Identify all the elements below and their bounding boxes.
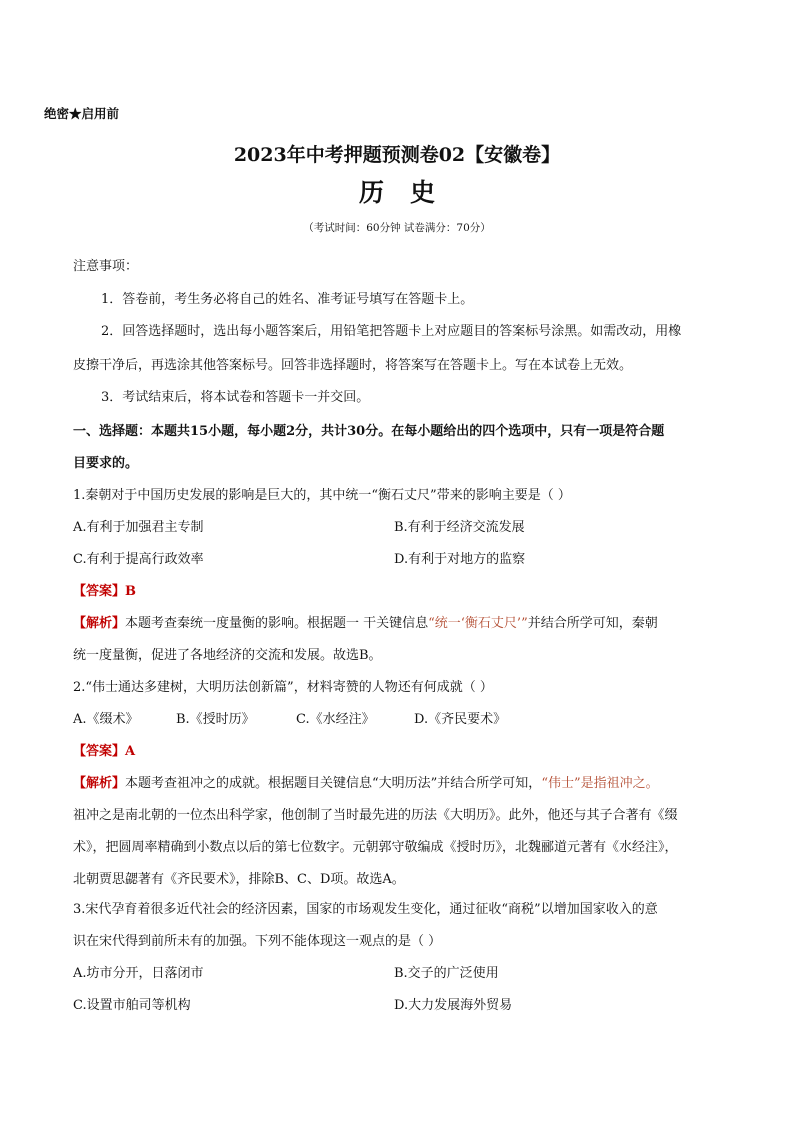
analysis-text: 北朝贾思勰著有《齐民要术》，排除B、C、D项。故选A。 bbox=[73, 872, 405, 887]
note-item: 皮擦干净后，再选涂其他答案标号。回答非选择题时，将答案写在答题卡上。写在本试卷上无效。 bbox=[73, 358, 633, 373]
option-b: B.《授时历》 bbox=[176, 712, 255, 727]
note-item: 2．回答选择题时，选出每小题答案后，用铅笔把答题卡上对应题目的答案标号涂黑。如需改动，用橡 bbox=[101, 324, 682, 339]
analysis-text: 祖冲之是南北朝的一位杰出科学家，他创制了当时最先进的历法《大明历》。此外，他还与其子合著有《缀 bbox=[73, 808, 678, 823]
option-c: C.《水经注》 bbox=[296, 712, 375, 727]
option-b: B.有利于经济交流发展 bbox=[394, 520, 525, 535]
analysis-highlight: “伟士”是指祖冲之。 bbox=[541, 776, 659, 791]
section-heading-cont: 目要求的。 bbox=[73, 456, 139, 471]
note-item: 1．答卷前，考生务必将自己的姓名、准考证号填写在答题卡上。 bbox=[101, 292, 474, 307]
question-stem: 3.宋代孕育着很多近代社会的经济因素，国家的市场观发生变化，通过征收“商税”以增加国家收入的意 bbox=[73, 902, 658, 917]
answer-value: A bbox=[125, 744, 136, 759]
option-d: D.大力发展海外贸易 bbox=[394, 998, 513, 1013]
question-stem-cont: 识在宋代得到前所未有的加强。下列不能体现这一观点的是（ ） bbox=[73, 934, 442, 949]
section-heading: 一、选择题：本题共15小题，每小题2分，共计30分。在每小题给出的四个选项中，只有一项是符合题 bbox=[73, 424, 665, 439]
notes-heading: 注意事项： bbox=[73, 259, 139, 274]
option-a: A.有利于加强君主专制 bbox=[73, 520, 204, 535]
answer-line bbox=[73, 580, 136, 599]
exam-info: （考试时间：60分钟 试卷满分：70分） bbox=[303, 222, 491, 234]
analysis-line bbox=[73, 612, 658, 631]
question-stem: 2.“伟士通达多建树，大明历法创新篇”，材料寄赞的人物还有何成就（ ） bbox=[73, 680, 493, 695]
option-d: D.有利于对地方的监察 bbox=[394, 552, 526, 567]
analysis-text: 本题考查祖冲之的成就。根据题目关键信息“大明历法”并结合所学可知， bbox=[125, 776, 542, 791]
analysis-text: 本题考查秦统一度量衡的影响。根据题一 干关键信息 bbox=[125, 616, 429, 631]
note-item: 3．考试结束后，将本试卷和答题卡一并交回。 bbox=[101, 390, 370, 405]
analysis-text: 并结合所学可知，秦朝 bbox=[527, 616, 658, 631]
answer-value: B bbox=[125, 584, 137, 599]
confidential-label: 绝密★启用前 bbox=[44, 106, 120, 121]
analysis-highlight: “统一‘衡石丈尺’” bbox=[428, 616, 528, 631]
analysis-text: 统一度量衡，促进了各地经济的交流和发展。故选B。 bbox=[73, 648, 382, 663]
option-d: D.《齐民要术》 bbox=[414, 712, 507, 727]
analysis-label: 【解析】 bbox=[73, 776, 126, 791]
analysis-line bbox=[73, 772, 659, 791]
answer-line bbox=[73, 740, 135, 759]
analysis-text: 术》，把圆周率精确到小数点以后的第七位数字。元朝郭守敬编成《授时历》，北魏郦道元著有《水经注》， bbox=[73, 840, 678, 855]
option-c: C.有利于提高行政效率 bbox=[73, 552, 204, 567]
analysis-label: 【解析】 bbox=[73, 616, 126, 631]
subject-title: 历史 bbox=[358, 178, 461, 207]
option-c: C.设置市舶司等机构 bbox=[73, 998, 191, 1013]
answer-label: 【答案】 bbox=[73, 584, 126, 599]
question-stem: 1.秦朝对于中国历史发展的影响是巨大的，其中统一“衡石丈尺”带来的影响主要是（ ） bbox=[73, 488, 571, 503]
exam-title: 2023年中考押题预测卷02【安徽卷】 bbox=[233, 144, 561, 166]
option-b: B.交子的广泛使用 bbox=[394, 966, 499, 981]
option-a: A.《缀术》 bbox=[73, 712, 139, 727]
answer-label: 【答案】 bbox=[73, 744, 126, 759]
option-a: A.坊市分开，日落闭市 bbox=[73, 966, 204, 981]
